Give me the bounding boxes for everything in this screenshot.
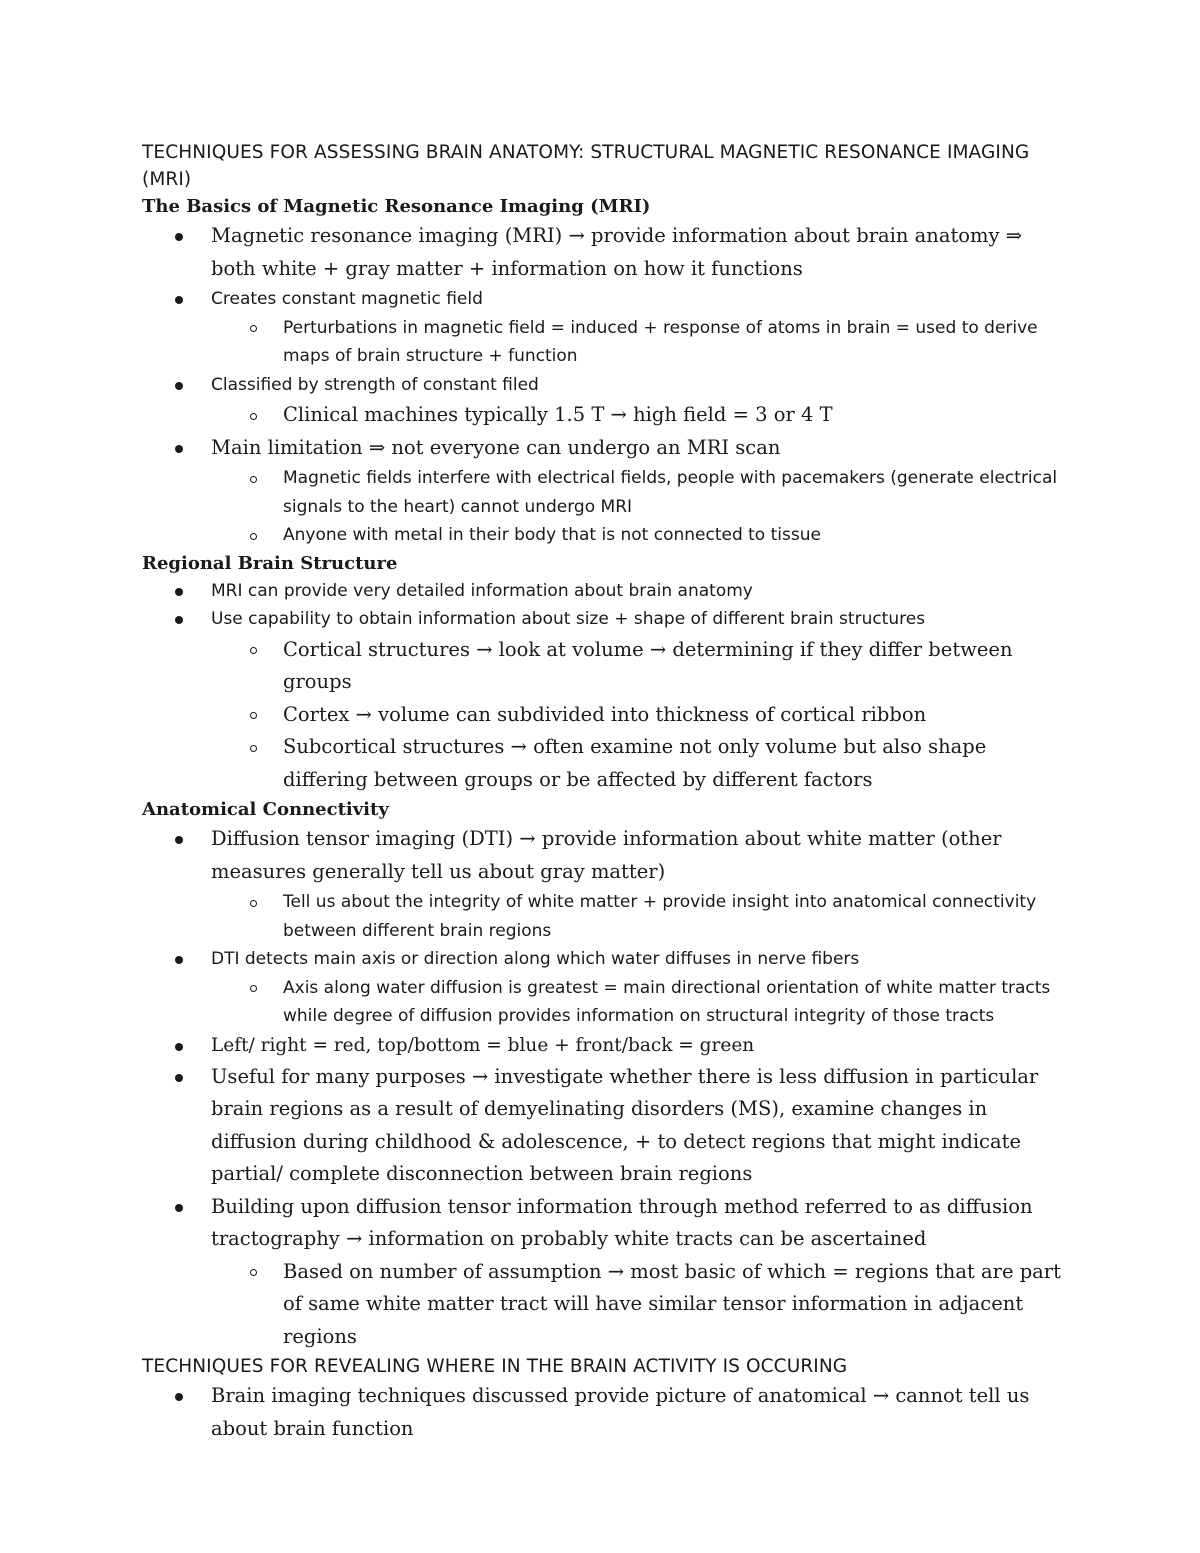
- bullet-text: Anyone with metal in their body that is not connected to tissue: [283, 525, 821, 545]
- sub-bullet-item: [142, 1256, 1072, 1354]
- bullet-text: Left/ right = red, top/bottom = blue + front/back = green: [211, 1034, 755, 1056]
- bullet-item: [142, 1061, 1072, 1191]
- bullet-text: Classified by strength of constant filed: [211, 374, 539, 395]
- sub-bullet-item: [142, 634, 1072, 699]
- filled-bullet-icon: [175, 956, 183, 964]
- bullet-item: [142, 823, 1072, 888]
- bullet-text: Useful for many purposes → investigate whether there is less diffusion in particular brain regions as a result of demyelinating disorders (MS), examine changes in diffusion during childhood & adolescence, + to detect regions that might indicate partial/ complete disconnection between brain regions: [211, 1064, 1039, 1185]
- hollow-bullet-icon: [250, 413, 257, 420]
- filled-bullet-icon: [175, 233, 183, 241]
- bullet-text: Use capability to obtain information about size + shape of different brain structures: [211, 609, 926, 629]
- bullet-text: MRI can provide very detailed information about brain anatomy: [211, 580, 753, 601]
- bullet-text: Tell us about the integrity of white matter + provide insight into anatomical connectivity between different brain regions: [283, 892, 1037, 941]
- bullet-text: Creates constant magnetic field: [211, 289, 483, 309]
- bullet-item: [142, 220, 1072, 285]
- bullet-list: [142, 577, 1072, 797]
- bullet-item: [142, 1380, 1072, 1445]
- hollow-bullet-icon: [250, 533, 257, 540]
- bullet-text: Cortical structures → look at volume → determining if they differ between groups: [283, 637, 1013, 693]
- bullet-text: Main limitation ⇒ not everyone can undergo an MRI scan: [211, 435, 781, 459]
- sub-bullet-item: [142, 314, 1072, 371]
- bullet-item: [142, 945, 1072, 974]
- bullet-text: Based on number of assumption → most basic of which = regions that are part of same white matter tract will have similar tensor information in adjacent regions: [283, 1259, 1061, 1348]
- section-heading: The Basics of Magnetic Resonance Imaging (MRI): [142, 196, 651, 217]
- document-content: [142, 139, 1072, 1445]
- sub-bullet-item: [142, 699, 1072, 732]
- filled-bullet-icon: [175, 1393, 183, 1401]
- bullet-item: [142, 285, 1072, 314]
- filled-bullet-icon: [175, 382, 183, 390]
- sub-bullet-item: [142, 731, 1072, 796]
- hollow-bullet-icon: [250, 985, 257, 992]
- filled-bullet-icon: [175, 1074, 183, 1082]
- bullet-text: DTI detects main axis or direction along which water diffuses in nerve fibers: [211, 949, 860, 969]
- bullet-item: [142, 1191, 1072, 1256]
- sub-bullet-item: [142, 464, 1072, 521]
- filled-bullet-icon: [175, 616, 183, 624]
- bullet-item: [142, 1031, 1072, 1061]
- filled-bullet-icon: [175, 588, 183, 596]
- sub-bullet-item: [142, 399, 1072, 432]
- sections-container: [142, 193, 1072, 1353]
- bullet-text: Diffusion tensor imaging (DTI) → provide information about white matter (other measures generally tell us about gray matter): [211, 827, 1002, 883]
- bullet-item: [142, 432, 1072, 465]
- bullet-item: [142, 605, 1072, 634]
- hollow-bullet-icon: [250, 1269, 257, 1276]
- filled-bullet-icon: [175, 445, 183, 453]
- bullet-text: Subcortical structures → often examine not only volume but also shape differing between groups or be affected by different factors: [283, 735, 987, 791]
- bullet-text: Brain imaging techniques discussed provide picture of anatomical → cannot tell us about brain function: [211, 1384, 1030, 1440]
- sub-bullet-item: [142, 521, 1072, 550]
- bullet-text: Clinical machines typically 1.5 T → high field = 3 or 4 T: [283, 403, 833, 426]
- section-title-activity: TECHNIQUES FOR REVEALING WHERE IN THE BRAIN ACTIVITY IS OCCURING: [142, 1356, 848, 1377]
- hollow-bullet-icon: [250, 325, 257, 332]
- final-bullet-list: [142, 1380, 1072, 1445]
- hollow-bullet-icon: [250, 900, 257, 907]
- bullet-text: Magnetic fields interfere with electrical fields, people with pacemakers (generate electrical signals to the heart) cannot undergo MRI: [283, 468, 1058, 517]
- filled-bullet-icon: [175, 296, 183, 304]
- bullet-text: Cortex → volume can subdivided into thickness of cortical ribbon: [283, 702, 927, 726]
- sub-bullet-item: [142, 888, 1072, 945]
- bullet-list: [142, 220, 1072, 550]
- hollow-bullet-icon: [250, 476, 257, 483]
- bullet-text: Axis along water diffusion is greatest = main directional orientation of white matter tracts while degree of diffusion provides information on structural integrity of those tracts: [283, 977, 1051, 1026]
- bullet-text: Perturbations in magnetic field = induced + response of atoms in brain = used to derive maps of brain structure + function: [283, 317, 1038, 366]
- bullet-text: Building upon diffusion tensor information through method referred to as diffusion tractography → information on probably white tracts can be ascertained: [211, 1194, 1033, 1250]
- filled-bullet-icon: [175, 1204, 183, 1212]
- bullet-text: Magnetic resonance imaging (MRI) → provide information about brain anatomy ⇒ both white + gray matter + information on how it functions: [211, 224, 1023, 280]
- section-title-anatomy: TECHNIQUES FOR ASSESSING BRAIN ANATOMY: STRUCTURAL MAGNETIC RESONANCE IMAGING (MRI): [142, 142, 1030, 190]
- sub-bullet-item: [142, 974, 1072, 1031]
- hollow-bullet-icon: [250, 745, 257, 752]
- bullet-list: [142, 823, 1072, 1353]
- filled-bullet-icon: [175, 1043, 183, 1051]
- bullet-item: [142, 577, 1072, 606]
- bullet-item: [142, 371, 1072, 400]
- hollow-bullet-icon: [250, 712, 257, 719]
- hollow-bullet-icon: [250, 647, 257, 654]
- filled-bullet-icon: [175, 836, 183, 844]
- section-heading: Regional Brain Structure: [142, 552, 398, 574]
- section-heading: Anatomical Connectivity: [142, 799, 389, 820]
